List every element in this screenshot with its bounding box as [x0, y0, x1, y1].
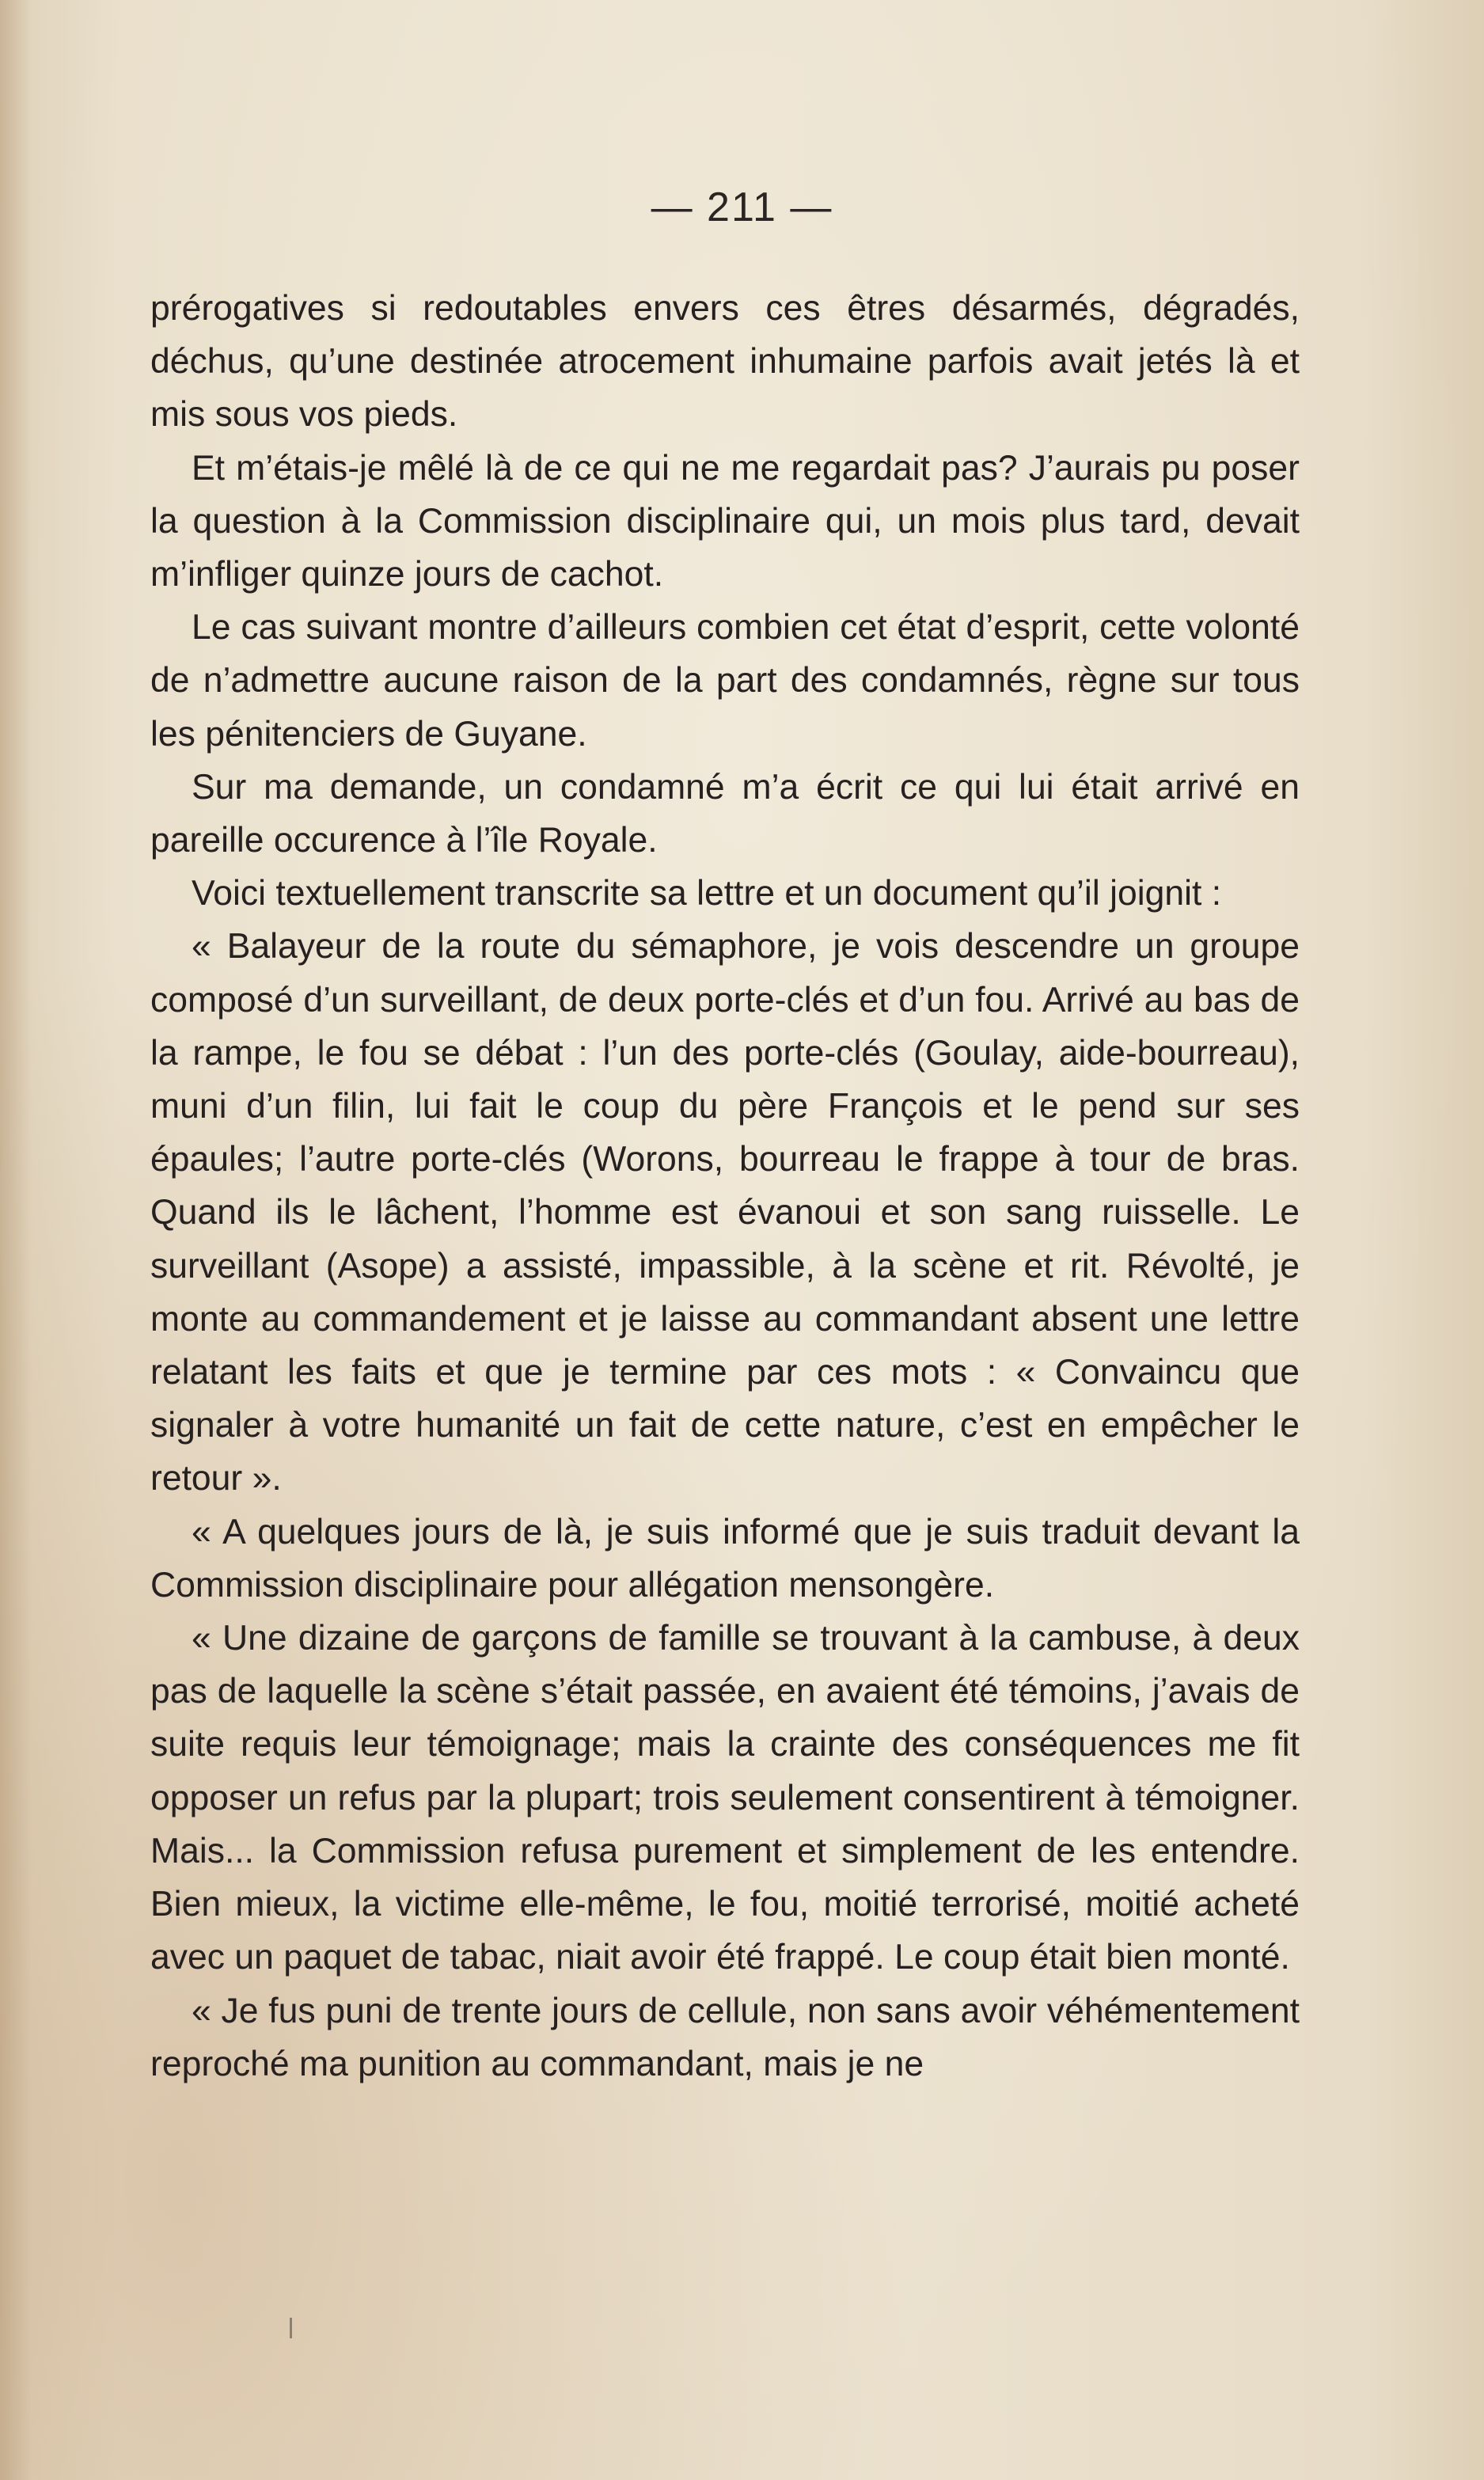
paragraph: Voici textuellement transcrite sa lettre et un document qu’il joignit :: [192, 874, 1222, 913]
print-blemish: [290, 2318, 292, 2338]
paragraph-quote: « Une dizaine de garçons de famille se trouvant à la cambuse, à deux pas de laquelle la scène s’était passée, en avaient été témoins, j’avais de suite requis leur témoignage; mais la crainte des conséquences me fit opposer un refus par la plupart; trois seulement consentirent à témoigner. Mais... la Commission refusa purement et simplement de les entendre. Bien mieux, la victime elle-même, le fou, moitié terrorisé, moitié acheté avec un paquet de tabac, niait avoir été frappé. Le coup était bien monté.: [150, 1619, 1300, 1977]
paragraph-quote: « A quelques jours de là, je suis informé que je suis traduit devant la Commission disciplinaire pour allégation mensongère.: [150, 1512, 1300, 1605]
page-number: — 211 —: [651, 184, 833, 230]
paragraph-quote: « Je fus puni de trente jours de cellule, non sans avoir véhémentement reproché ma punition au commandant, mais je ne: [150, 1991, 1300, 2083]
paragraph: Et m’étais-je mêlé là de ce qui ne me regardait pas? J’aurais pu poser la question à la Commission disciplinaire qui, un mois plus tard, devait m’infliger quinze jours de cachot.: [150, 448, 1300, 594]
page-edge-shadow: [0, 0, 32, 2480]
paragraph-continuation: prérogatives si redoutables envers ces êtres désarmés, dégradés, déchus, qu’une destinée atrocement inhumaine parfois avait jetés là et mis sous vos pieds.: [150, 289, 1300, 435]
paragraph: Sur ma demande, un condamné m’a écrit ce qui lui était arrivé en pareille occurence à l’île Royale.: [150, 767, 1300, 860]
paragraph-quote: « Balayeur de la route du sémaphore, je vois descendre un groupe composé d’un surveillant, de deux porte-clés et d’un fou. Arrivé au bas de la rampe, le fou se débat : l’un des porte-clés (Goulay, aide-bourreau), muni d’un filin, lui fait le coup du père François et le pend sur ses épaules; l’autre porte-clés (Worons, bourreau le frappe à tour de bras. Quand ils le lâchent, l’homme est évanoui et son sang ruisselle. Le surveillant (Asope) a assisté, impassible, à la scène et rit. Révolté, je monte au commandement et je laisse au commandant absent une lettre relatant les faits et que je termine par ces mots : « Convaincu que signaler à votre humanité un fait de cette nature, c’est en empêcher le retour ».: [150, 927, 1300, 1498]
body-text: [150, 282, 1300, 2091]
paragraph: Le cas suivant montre d’ailleurs combien cet état d’esprit, cette volonté de n’admettre aucune raison de la part des condamnés, règne sur tous les pénitenciers de Guyane.: [150, 608, 1300, 754]
